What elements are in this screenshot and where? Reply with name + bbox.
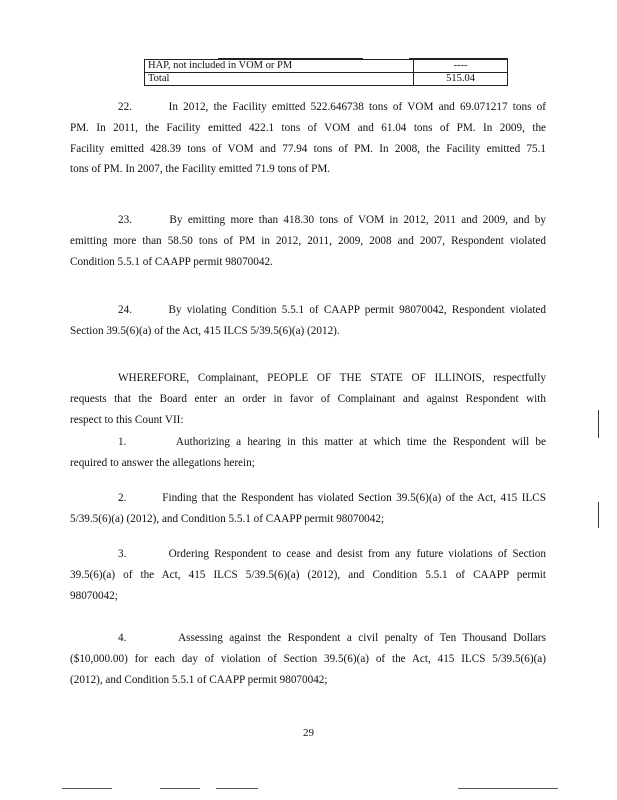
text-line: 98070042; [70, 589, 118, 602]
footer-rule [62, 788, 112, 789]
text-line: 1. Authorizing a hearing in this matter at which time the Respondent will be [118, 436, 546, 448]
table-cell-value: ---- [414, 60, 508, 73]
text-line: WHEREFORE, Complainant, PEOPLE OF THE STATE OF ILLINOIS, respectfully [118, 372, 546, 384]
relief-item-1 [70, 432, 546, 474]
text-line: emitting more than 58.50 tons of PM in 2012, 2011, 2009, 2008 and 2007, Respondent violated [70, 234, 546, 247]
relief-item-3 [70, 544, 546, 606]
text-line: (2012), and Condition 5.5.1 of CAAPP permit 98070042; [70, 673, 328, 686]
text-line: respect to this Count VII: [70, 413, 184, 426]
paragraph-23 [70, 210, 546, 272]
table-row [145, 60, 508, 73]
footer-rule [458, 788, 558, 789]
relief-item-2 [70, 488, 546, 530]
table-row [145, 73, 508, 86]
text-line: Section 39.5(6)(a) of the Act, 415 ILCS 5/39.5(6)(a) (2012). [70, 324, 340, 337]
footer-rule [160, 788, 200, 789]
paragraph-22 [70, 97, 546, 180]
text-line: ($10,000.00) for each day of violation of Section 39.5(6)(a) of the Act, 415 ILCS 5/39.5(6)(a) [70, 652, 546, 665]
text-line: 23. By emitting more than 418.30 tons of VOM in 2012, 2011 and 2009, and by [118, 214, 546, 226]
table-cell-value: 515.04 [414, 73, 508, 86]
text-line: 4. Assessing against the Respondent a civil penalty of Ten Thousand Dollars [118, 632, 546, 644]
page-number: 29 [303, 727, 314, 739]
footer-rule [216, 788, 258, 789]
relief-item-4 [70, 628, 546, 690]
margin-revision-bar [598, 502, 599, 528]
text-line: Facility emitted 428.39 tons of VOM and 77.94 tons of PM. In 2008, the Facility emitted 75.1 [70, 142, 546, 155]
table-cell-label: HAP, not included in VOM or PM [145, 60, 414, 73]
table-cell-label: Total [145, 73, 414, 86]
wherefore-paragraph [70, 368, 546, 430]
text-line: tons of PM. In 2007, the Facility emitted 71.9 tons of PM. [70, 163, 331, 176]
text-line: 22. In 2012, the Facility emitted 522.646738 tons of VOM and 69.071217 tons of [118, 101, 546, 113]
text-line: requests that the Board enter an order in favor of Complainant and against Respondent with [70, 392, 546, 405]
text-line: 39.5(6)(a) of the Act, 415 ILCS 5/39.5(6)(a) (2012), and Condition 5.5.1 of CAAPP permit [70, 568, 546, 581]
text-line: Condition 5.5.1 of CAAPP permit 98070042. [70, 255, 273, 268]
emissions-table [144, 59, 508, 86]
paragraph-24 [70, 300, 546, 342]
text-line: PM. In 2011, the Facility emitted 422.1 tons of VOM and 61.04 tons of PM. In 2009, the [70, 121, 546, 134]
text-line: 24. By violating Condition 5.5.1 of CAAPP permit 98070042, Respondent violated [118, 304, 546, 316]
text-line: 5/39.5(6)(a) (2012), and Condition 5.5.1 of CAAPP permit 98070042; [70, 512, 385, 525]
margin-revision-bar [598, 410, 599, 438]
text-line: 2. Finding that the Respondent has violated Section 39.5(6)(a) of the Act, 415 ILCS [118, 492, 546, 504]
text-line: 3. Ordering Respondent to cease and desist from any future violations of Section [118, 548, 546, 560]
text-line: required to answer the allegations herein; [70, 456, 255, 469]
